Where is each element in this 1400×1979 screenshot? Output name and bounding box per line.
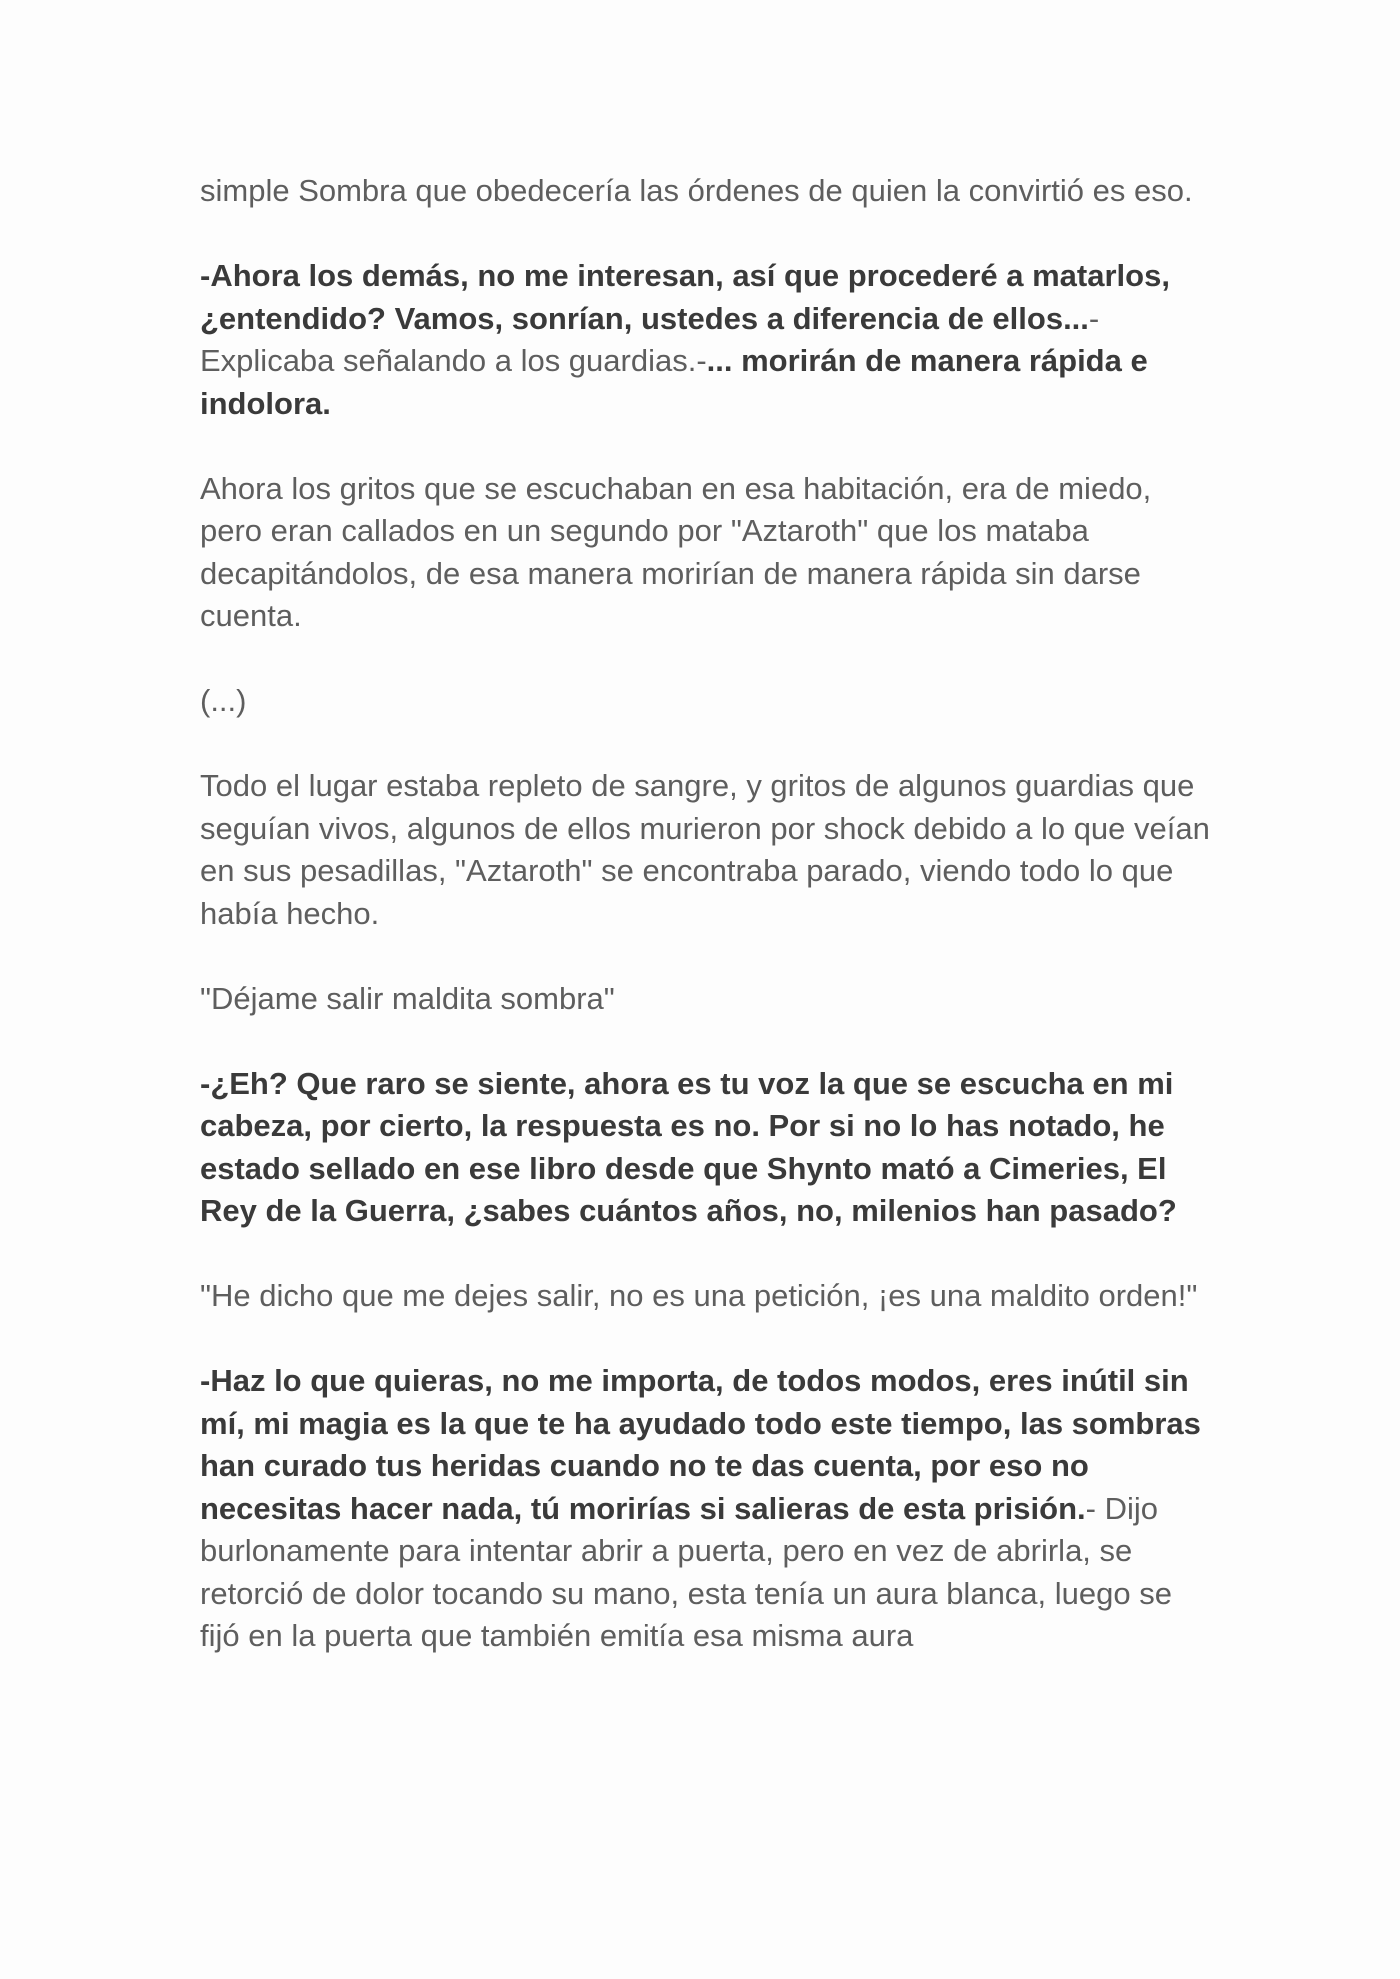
thought-text: "Déjame salir maldita sombra" bbox=[200, 980, 615, 1016]
dialogue-text: -¿Eh? Que raro se siente, ahora es tu voz la que se escucha en mi cabeza, por cierto, la respuesta es no. Por si no lo has notado, he estado sellado en ese libro desde que Shynto mató a Cimeries, El Rey de la Guerra, ¿sabes cuántos años, no, milenios han pasado? bbox=[200, 1065, 1177, 1228]
narration-text: - Dijo burlonamente para intentar abrir a puerta, pero en vez de abrirla, se retorció de dolor tocando su mano, esta tenía un aura blanca, luego se fijó en la puerta que también emitía esa misma aura bbox=[200, 1490, 1172, 1653]
paragraph-narration bbox=[200, 468, 1210, 638]
dialogue-text: -Haz lo que quieras, no me importa, de todos modos, eres inútil sin mí, mi magia es la que te ha ayudado todo este tiempo, las sombras han curado tus heridas cuando no te das cuenta, por eso no necesitas hacer nada, tú morirías si salieras de esta prisión. bbox=[200, 1363, 1201, 1526]
narration-text: Todo el lugar estaba repleto de sangre, y gritos de algunos guardias que seguían vivos, algunos de ellos murieron por shock debido a lo que veían en sus pesadillas, "Aztaroth" se encontraba parado, viendo todo lo que había hecho. bbox=[200, 768, 1210, 931]
paragraph-narration bbox=[200, 765, 1210, 935]
thought-text: "He dicho que me dejes salir, no es una petición, ¡es una maldito orden!" bbox=[200, 1278, 1198, 1313]
paragraph-dialogue bbox=[200, 1360, 1210, 1658]
dialogue-text: ... morirán de manera rápida e indolora. bbox=[200, 343, 1148, 421]
scene-break-text: (...) bbox=[200, 683, 247, 718]
narration-text: - Explicaba señalando a los guardias.- bbox=[200, 300, 1100, 378]
paragraph-dialogue bbox=[200, 255, 1210, 425]
dialogue-text: -Ahora los demás, no me interesan, así que procederé a matarlos, ¿entendido? Vamos, sonrían, ustedes a diferencia de ellos... bbox=[200, 258, 1170, 336]
document-body bbox=[200, 170, 1210, 1700]
narration-text: Ahora los gritos que se escuchaban en esa habitación, era de miedo, pero eran callados en un segundo por "Aztaroth" que los mataba decapitándolos, de esa manera morirían de manera rápida sin darse cuenta. bbox=[200, 470, 1152, 633]
narration-text: simple Sombra que obedecería las órdenes de quien la convirtió es eso. bbox=[200, 173, 1193, 208]
paragraph-scene-break bbox=[200, 680, 1210, 723]
paragraph-thought bbox=[200, 1275, 1210, 1318]
paragraph-narration bbox=[200, 170, 1210, 213]
paragraph-thought bbox=[200, 978, 1210, 1021]
paragraph-dialogue bbox=[200, 1063, 1210, 1233]
